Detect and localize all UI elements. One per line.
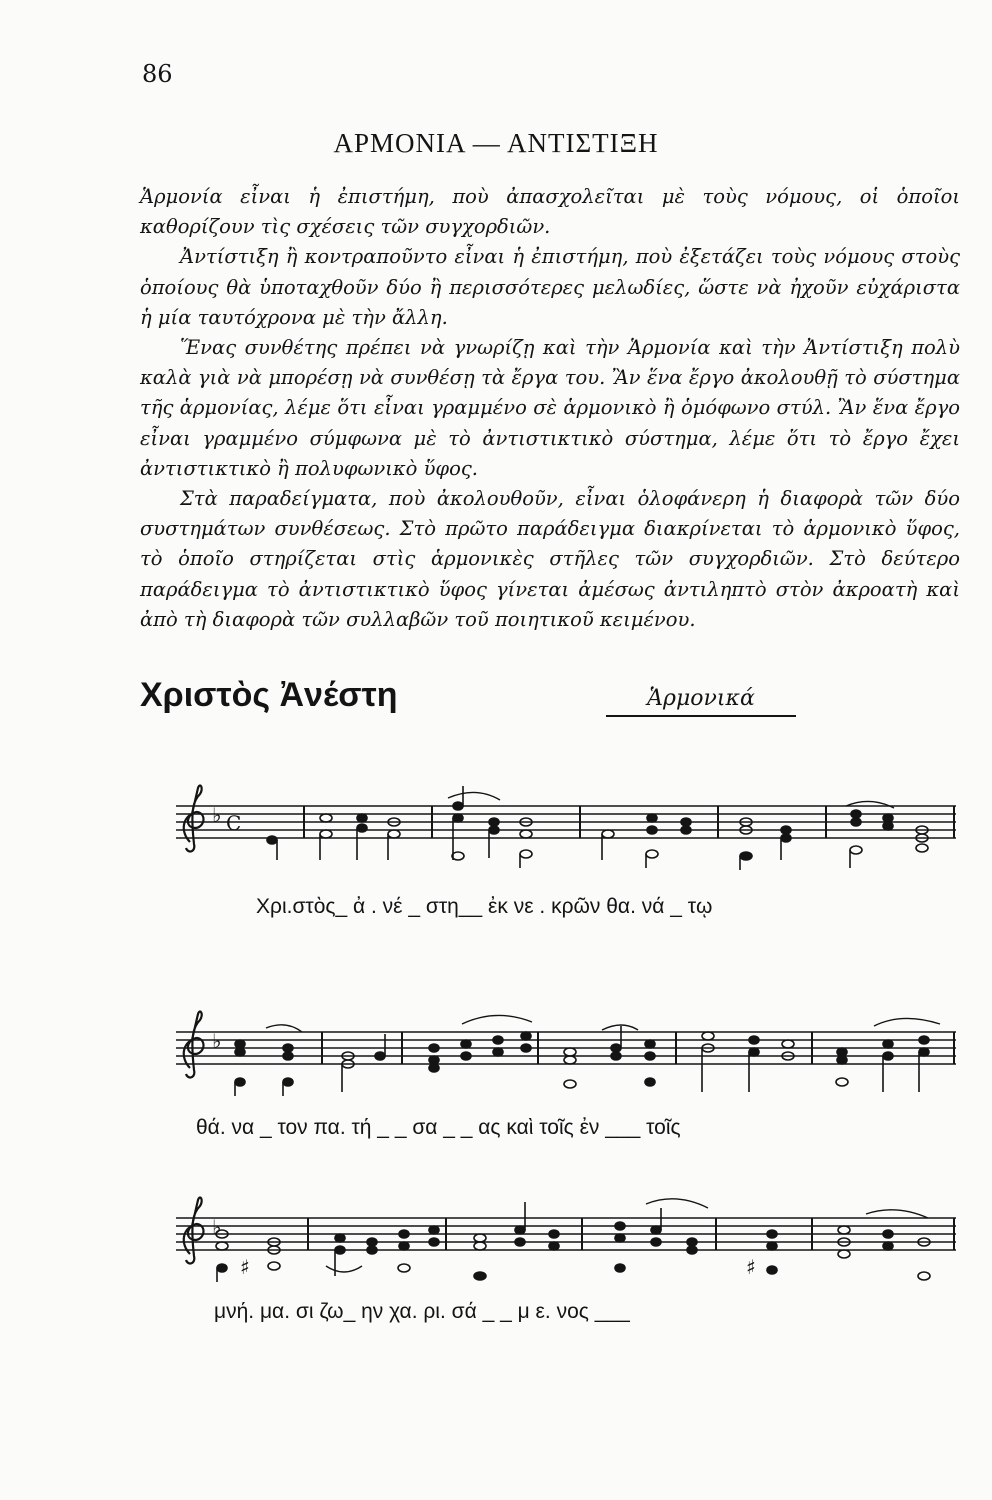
music-staff-1 [176,778,960,878]
lyrics-line-3: μνή. μα. σι ζω_ ην χα. ρι. σά _ _ μ ε. νος ___ [214,1300,630,1323]
svg-text:♯: ♯ [746,1255,756,1279]
music-staff-3 [176,1190,960,1290]
svg-text:♭: ♭ [212,1029,222,1053]
svg-text:C: C [226,811,242,835]
paragraph-counterpoint: Ἀντίστιξη ἢ κοντραποῦντο εἶναι ἡ ἐπιστήμη, ποὺ ἐξετάζει τοὺς νόμους στοὺς ὁποίους θὰ ὑποταχθοῦν δύο ἢ περισσότερες μελωδίες, ὥστε νὰ ἠχοῦν εὐχάριστα ἡ μία ταυτόχρονα μὲ τὴν ἄλλη. [140,245,960,329]
svg-text:♭: ♭ [212,803,222,827]
staff-2-notation [176,1004,960,1104]
lyrics-line-2: θά. να _ τον πα. τή _ _ σα _ _ ας καὶ τοῖς ἐν ___ τοῖς [196,1116,681,1139]
example-title: Χριστὸς Ἀνέστη [140,676,398,714]
paragraph-composer: Ἕνας συνθέτης πρέπει νὰ γνωρίζῃ καὶ τὴν Ἁρμονία καὶ τὴν Ἀντίστιξη πολὺ καλὰ γιὰ νὰ μπορέσῃ νὰ συνθέσῃ τὰ ἔργα του. Ἂν ἕνα ἔργο ἀκολουθῇ τὸ σύστημα τῆς ἁρμονίας, λέμε ὅτι εἶναι γραμμένο σὲ ἁρμονικὸ ἢ ὁμόφωνο στύλ. Ἂν ἕνα ἔργο εἶναι γραμμένο σύμφωνα μὲ τὸ ἀντιστικτικὸ σύστημα, λέμε ὅτι τὸ ἔργο ἔχει ἀντιστικτικὸ ἢ πολυφωνικὸ ὕφος. [140,336,960,480]
body-text [140,182,960,635]
subtitle-underline [606,715,796,717]
staff-3-notation [176,1190,960,1290]
lyrics-line-1: Χρι.στὸς_ ἀ . νέ _ στη__ ἐκ νε . κρῶν θα. νά _ τῳ [256,895,713,918]
staff-1-notation [176,778,960,878]
example-subtitle: Ἁρμονικά [647,686,755,711]
page-number: 86 [142,60,173,88]
svg-text:♯: ♯ [240,1255,250,1279]
svg-text:♭: ♭ [212,1215,222,1239]
section-title: ΑΡΜΟΝΙΑ — ΑΝΤΙΣΤΙΞΗ [333,128,659,158]
paragraph-examples: Στὰ παραδείγματα, ποὺ ἀκολουθοῦν, εἶναι ὁλοφάνερη ἡ διαφορὰ τῶν δύο συστημάτων συνθέσεως. Στὸ πρῶτο παράδειγμα διακρίνεται τὸ ἁρμονικὸ ὕφος, τὸ ὁποῖο στηρίζεται στὶς ἁρμονικὲς στῆλες τῶν συγχορδιῶν. Στὸ δεύτερο παράδειγμα τὸ ἀντιστικτικὸ ὕφος γίνεται ἀμέσως ἀντιληπτὸ στὸν ἀκροατὴ καὶ ἀπὸ τὴ διαφορὰ τῶν συλλαβῶν τοῦ ποιητικοῦ κειμένου. [140,487,960,631]
paragraph-harmony: Ἁρμονία εἶναι ἡ ἐπιστήμη, ποὺ ἀπασχολεῖται μὲ τοὺς νόμους, οἱ ὁποῖοι καθορίζουν τὶς σχέσεις τῶν συγχορδιῶν. [140,185,960,239]
music-staff-2 [176,1004,960,1104]
